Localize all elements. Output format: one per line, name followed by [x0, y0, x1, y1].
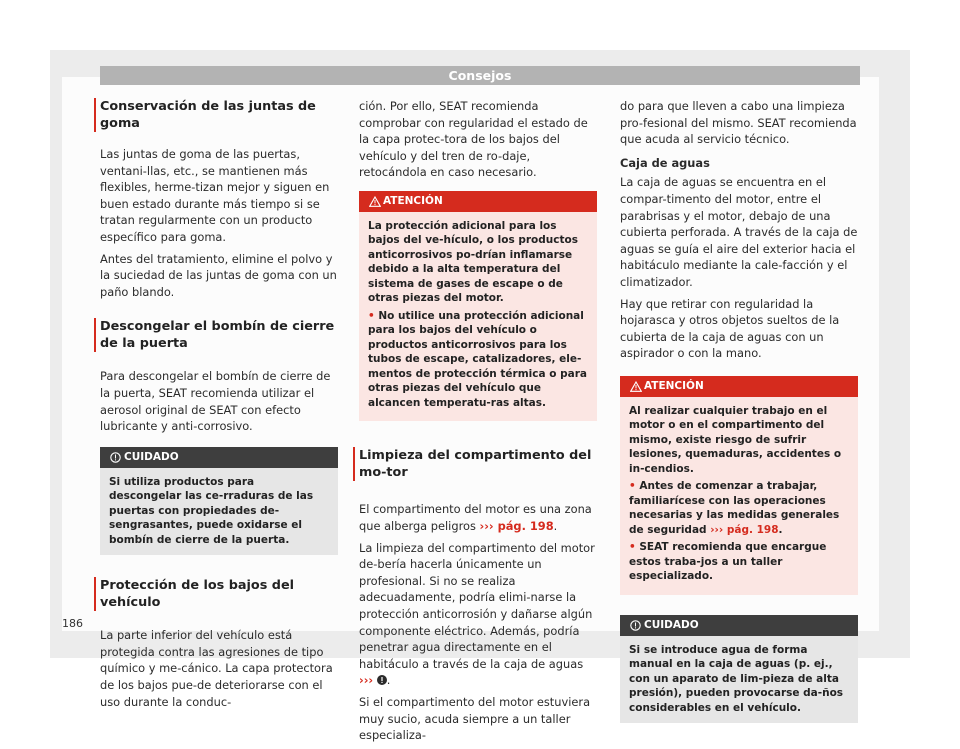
caution-header: [620, 615, 858, 636]
reference-arrow-link[interactable]: ›››: [359, 673, 374, 688]
subheading-water-box: Caja de aguas: [620, 155, 710, 170]
heading-underbody-protection: Protección de los bajos del vehículo: [94, 577, 338, 611]
paragraph: ción. Por ello, SEAT recomienda comprobar con regularidad el estado de la capa protec-tora de los bajos del vehículo y del tren de ro-daje, retocándola en caso necesario.: [359, 99, 588, 180]
column-3: [620, 98, 858, 737]
warning-header: [620, 376, 858, 397]
caution-body: Si se introduce agua de forma manual en la caja de aguas (p. ej., con un aparato de lim-pieza de alta presión), pueden provocarse da-ños considerables en el vehículo.: [620, 636, 858, 724]
bullet-icon: •: [629, 541, 636, 554]
warning-header: [359, 191, 597, 212]
caution-body: Si utiliza productos para descongelar las ce-rraduras de las puertas con propiedades de-sengrasantes, puede oxidarse el bombín de cierre de la puerta.: [100, 468, 338, 556]
warning-box: [620, 376, 858, 595]
column-2: [359, 98, 597, 749]
paragraph: Si el compartimento del motor estuviera muy sucio, acuda siempre a un taller especializa-: [359, 695, 591, 743]
caution-box: [620, 615, 858, 724]
paragraph: La caja de aguas se encuentra en el compar-timento del motor, entre el parabrisas y el motor, debajo de una cubierta perforada. A través de la caja de aguas se guía el aire del exterior hacia el habitáculo mediante la cale-facción y el climatizador.: [620, 175, 858, 289]
paragraph: El compartimento del motor es una zona que alberga peligros ››› pág. 198.: [359, 502, 592, 534]
paragraph: Las juntas de goma de las puertas, ventani-llas, etc., se mantienen más flexibles, herme-tizan mejor y siguen en buen estado durante más tiempo si se tratan regularmente con un producto específico para goma.: [100, 147, 330, 244]
page-number: 186: [62, 617, 83, 630]
warning-bullet: [629, 540, 849, 584]
warning-label: ATENCIÓN: [644, 380, 704, 393]
warning-triangle-icon: [630, 381, 642, 392]
page-reference-link[interactable]: ››› pág. 198: [479, 519, 554, 534]
section-header: Consejos: [100, 66, 860, 85]
warning-text: La protección adicional para los bajos del ve-hículo, o los productos anticorrosivos po-drían inflamarse debido a la alta temperatura del sistema de gases de escape o de otras piezas del motor.: [368, 219, 578, 305]
paragraph: La parte inferior del vehículo está protegida contra las agresiones de tipo químico y me-cánico. La capa protectora de los bajos pue-de deteriorarse con el uso durante la conduc-: [100, 628, 333, 709]
text: La limpieza del compartimento del motor de-bería hacerla únicamente un profesional. Si no se realiza adecuadamente, podría elimi-narse la protección anticorrosión y dañarse algún componente eléctrico. Además, podría penetrar agua directamente en el habitáculo a través de la caja de aguas: [359, 540, 595, 671]
warning-bullet: [368, 309, 588, 411]
caution-box: [100, 447, 338, 556]
paragraph: do para que lleven a cabo una limpieza pro-fesional del mismo. SEAT recomienda que acuda al servicio técnico.: [620, 99, 857, 147]
paragraph: Antes del tratamiento, elimine el polvo y la suciedad de las juntas de goma con un paño blando.: [100, 251, 337, 299]
text: El compartimento del motor es una zona que alberga peligros: [359, 502, 592, 534]
warning-text: No utilice una protección adicional para los bajos del vehículo o productos anticorrosivos para los tubos de escape, catalizadores, ele-mentos de protección térmica o para otras piezas del vehículo que alcancen temperatu-ras altas.: [368, 309, 587, 409]
heading-rubber-seals: Conservación de las juntas de goma: [94, 98, 338, 132]
warning-circle-icon: [377, 675, 387, 685]
warning-body: [359, 212, 597, 422]
warning-bullet: • Antes de comenzar a trabajar, familiarícese con las operaciones necesarias y las medidas generales de seguridad ››› pág. 198.: [629, 480, 840, 536]
warning-label: ATENCIÓN: [383, 195, 443, 208]
bullet-icon: •: [629, 480, 636, 493]
warning-text: Antes de comenzar a trabajar, familiarícese con las operaciones necesarias y las medidas generales de seguridad: [629, 480, 840, 536]
paragraph: Hay que retirar con regularidad la hojarasca y otros objetos sueltos de la cubierta de la caja de aguas con un aspirador o con la mano.: [620, 296, 840, 361]
warning-box: [359, 191, 597, 422]
caution-label: CUIDADO: [124, 450, 179, 463]
caution-header: [100, 447, 338, 468]
warning-triangle-icon: [369, 196, 381, 207]
caution-label: CUIDADO: [644, 619, 699, 632]
column-1: [100, 98, 338, 715]
heading-lock-defrost: Descongelar el bombín de cierre de la puerta: [94, 318, 338, 352]
warning-text: Al realizar cualquier trabajo en el motor o en el compartimento del mismo, existe riesgo de sufrir lesiones, quemaduras, accidentes o in-cendios.: [629, 404, 842, 475]
heading-engine-cleaning: Limpieza del compartimento del mo-tor: [353, 447, 597, 481]
paragraph: La limpieza del compartimento del motor de-bería hacerla únicamente un profesional. Si no se realiza adecuadamente, podría elimi-narse la protección anticorrosión y dañarse algún componente eléctrico. Además, podría penetrar agua directamente en el habitáculo a través de la caja de aguas ››› .: [359, 540, 595, 688]
warning-text: SEAT recomienda que encargue estos traba-jos a un taller especializado.: [629, 541, 827, 583]
paragraph: Para descongelar el bombín de cierre de la puerta, SEAT recomienda utilizar el aerosol original de SEAT con efecto lubricante y anti-corrosivo.: [100, 369, 331, 434]
page-reference-link[interactable]: ››› pág. 198: [710, 523, 779, 536]
info-circle-icon: [630, 620, 641, 631]
info-circle-icon: [110, 452, 121, 463]
warning-body: [620, 397, 858, 595]
bullet-icon: •: [368, 309, 375, 322]
